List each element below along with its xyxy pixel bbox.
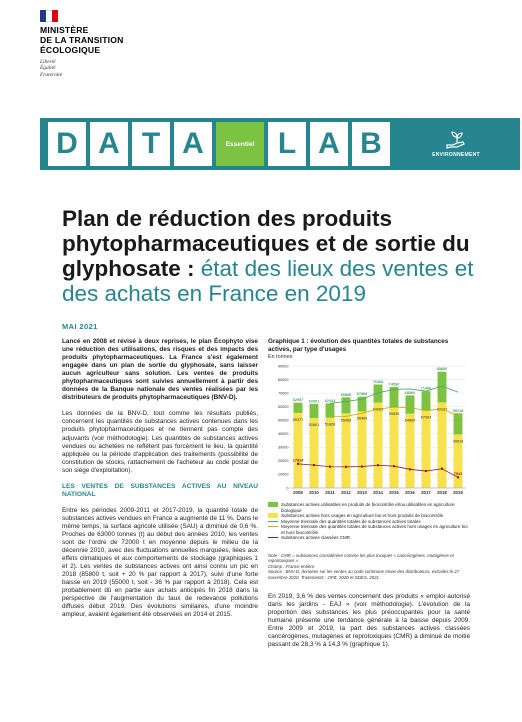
bar-hors-2017 <box>422 411 431 488</box>
total-label-2014: 76368 <box>372 380 384 385</box>
bar-biocontrole-2014 <box>374 385 383 403</box>
total-label-2017: 71400 <box>420 386 432 391</box>
x-tick-label-2009: 2009 <box>293 490 303 496</box>
hors-label-2009: 55377 <box>292 418 304 423</box>
y-tick-label: 80000 <box>277 378 289 383</box>
paragraph-bnvd: Les données de la BNV-D, tout comme les résultats publiés, concernent les quantités de substances actives contenues dans les produits phytopharmaceutiques et ne tiennent pas compte des adjuvants (voir méthodologie). Les quantités de substances actives vendues ou achetées ne reflètent pas forcément le lieu, la quantité appliquée ou la période d'application des traitements (possibilité de constitution de stocks, rattachement de l'acheteur au code postal de son siège d'exploitation). <box>62 410 258 474</box>
y-tick-label: 40000 <box>277 432 289 437</box>
bar-hors-2018 <box>438 403 447 489</box>
banner-letter-a: A <box>90 122 128 166</box>
environnement-section <box>392 118 520 170</box>
bar-hors-2011 <box>326 418 335 488</box>
total-label-2012: 66868 <box>340 393 352 398</box>
line-cmr-point <box>361 466 363 468</box>
hors-label-2015: 59630 <box>388 412 400 417</box>
ministry-name-line2: DE LA TRANSITION <box>40 35 124 45</box>
x-tick-label-2016: 2016 <box>405 490 415 496</box>
legend-label-cmr: Substances actives classées CMR <box>281 535 351 541</box>
publication-date: MAI 2021 <box>62 322 98 331</box>
title-light: état des lieux des ventes et des achats en France en 2019 <box>62 256 474 306</box>
bar-biocontrole-2010 <box>310 404 319 418</box>
line-cmr-point <box>457 476 459 478</box>
ministry-name-line1: MINISTÈRE <box>40 25 89 35</box>
bar-hors-2009 <box>294 413 303 488</box>
ministry-name-line3: ÉCOLOGIQUE <box>40 45 101 55</box>
line-cmr-point <box>345 466 347 468</box>
motto-liberte: Liberté <box>40 59 56 65</box>
total-label-2010: 62001 <box>308 399 320 404</box>
bar-biocontrole-2016 <box>406 396 415 414</box>
x-tick-label-2013: 2013 <box>357 490 367 496</box>
total-label-2009: 62957 <box>292 398 304 403</box>
french-flag-icon <box>40 10 58 22</box>
legend-label-avg-total: Moyenne triennale des quantités totales de substances actives totales <box>281 518 421 524</box>
left-column <box>62 338 258 627</box>
y-tick-label: 70000 <box>277 391 289 396</box>
title-bold: Plan de réduction des produits phytopharmaceutiques et de sortie du glyphosate : <box>62 206 470 281</box>
hors-label-2014: 63069 <box>372 407 384 412</box>
banner-letter-l: L <box>268 122 306 166</box>
chart-legend <box>268 502 470 541</box>
total-label-2011: 62434 <box>324 399 336 404</box>
banner-letter-t: T <box>132 122 170 166</box>
hors-label-2012: 55068 <box>340 418 352 423</box>
bar-hors-2013 <box>358 412 367 489</box>
sales-chart <box>268 362 470 500</box>
bar-biocontrole-2017 <box>422 391 431 411</box>
hors-label-2013: 56469 <box>356 416 368 421</box>
legend-item-biocontrole <box>268 502 470 513</box>
note-cmr: Note : CMR = substances considérées comme les plus toxiques « cancérogènes, mutagènes et reprotoxiques ». <box>268 552 454 564</box>
essentiel-tag: Essentiel <box>216 122 264 166</box>
line-cmr-point <box>425 470 427 472</box>
banner-letter-a3: A <box>310 122 348 166</box>
total-label-2019: 55118 <box>452 408 464 413</box>
environnement-label: ENVIRONNEMENT <box>432 152 480 158</box>
line-cmr-point <box>377 464 379 466</box>
total-label-2015: 74530 <box>388 382 400 387</box>
page-title <box>62 206 502 306</box>
banner-letter-b: B <box>352 122 390 166</box>
bar-hors-2012 <box>342 414 351 489</box>
bar-hors-2016 <box>406 414 415 488</box>
hors-label-2016: 54860 <box>404 418 416 423</box>
lead-paragraph: Lancé en 2008 et révisé à deux reprises, le plan Écophyto vise une réduction des utilisations, des risques et des impacts des produits phytopharmaceutiques. La France s'est également engagée dans un plan de sortie du glyphosate, sans laisser aucun agriculteur sans solution. Les ventes de produits phytopharmaceutiques sont suivies annuellement à partir des données de la Banque nationale des ventes réalisées par les distributeurs de produits phytopharmaceutiques (BNV-D). <box>62 338 258 402</box>
note-champ: Champ : France entière. <box>268 563 316 569</box>
x-tick-label-2011: 2011 <box>325 490 335 496</box>
y-tick-label: 50000 <box>277 418 289 423</box>
total-label-2013: 67369 <box>356 392 368 397</box>
y-tick-label: 20000 <box>277 459 289 464</box>
x-tick-label-2017: 2017 <box>421 490 431 496</box>
y-tick-label: 0 <box>286 486 289 491</box>
chart-notes <box>268 553 470 581</box>
datalab-banner <box>40 118 520 170</box>
x-tick-label-2019: 2019 <box>453 490 463 496</box>
hors-label-2018: 63137 <box>436 407 448 412</box>
hors-label-2019: 39518 <box>452 439 464 444</box>
hors-label-2011: 51828 <box>324 422 336 427</box>
hand-plant-icon <box>445 130 467 150</box>
line-cmr-point <box>329 466 331 468</box>
bar-biocontrole-2019 <box>454 413 463 434</box>
bar-biocontrole-2012 <box>342 398 351 414</box>
y-tick-label: 10000 <box>277 472 289 477</box>
graph-unit: En tonnes <box>268 354 293 361</box>
banner-letter-a2: A <box>174 122 212 166</box>
x-tick-label-2014: 2014 <box>373 490 383 496</box>
hors-label-2010: 51601 <box>308 423 320 428</box>
ministry-logo <box>40 10 200 78</box>
motto-fraternite: Fraternité <box>40 71 63 78</box>
line-cmr-point <box>441 468 443 470</box>
legend-item-avg-hors <box>268 524 470 535</box>
right-column <box>268 338 470 649</box>
paragraph-national-sales: Entre les périodes 2009-2011 et 2017-2019, la quantité totale de substances actives vendues en France a augmenté de 11 %. Dans le même temps, la surface agricole utilisée (SAU) a diminué de 0,6 %. Proches de 63000 tonnes (t) au début des années 2010, les ventes sont de l'ordre de 72000 t en moyenne depuis le milieu de la décennie 2010, avec des fluctuations annuelles marquées, liées aux effets climatiques et aux comportements de stockage (graphiques 1 et 2). Les ventes de substances actives ont ainsi connu un pic en 2018 (85800 t, soit + 20 % par rapport à 2017), suivi d'une forte baisse en 2019 (55000 t, soit - 36 % par rapport à 2018). Cela est probablement dû en partie aux achats anticipés fin 2018 dans la perspective de l'augmentation du taux de redevance pollutions diffuses début 2019. Des évolutions similaires, d'une moindre ampleur, avaient également été observées en 2014 et 2015. <box>62 506 258 619</box>
total-label-2018: 85800 <box>436 367 448 372</box>
total-label-2016: 68360 <box>404 391 416 396</box>
line-cmr-point <box>313 464 315 466</box>
bar-hors-2010 <box>310 418 319 488</box>
motto-egalite: Égalité <box>40 65 56 72</box>
x-tick-label-2010: 2010 <box>309 490 319 496</box>
legend-label-avg-hors: Moyenne triennale des quantités totales de substances actives hors usages en agriculture bio et hors biocontrôle <box>281 524 468 535</box>
x-tick-label-2018: 2018 <box>437 490 447 496</box>
cmr-label-2009: 17814 <box>292 458 304 463</box>
paragraph-cmr-share: En 2019, 3,6 % des ventes concernent des produits « emploi autorisé dans les jardins - EAJ » (voir méthodologie). L'évolution de la proportion des substances les plus préoccupantes pour la santé humaine présente une tendance générale à la baisse depuis 2009. Entre 2009 et 2019, la part des substances actives classées cancérogènes, mutagènes et reprotoxiques (CMR) a diminué de moitié passant de 28,3 % à 14,3 % (graphique 1). <box>268 592 470 648</box>
bar-hors-2014 <box>374 403 383 488</box>
banner-letter-d: D <box>48 122 86 166</box>
x-tick-label-2015: 2015 <box>389 490 399 496</box>
legend-item-cmr <box>268 535 470 541</box>
bar-biocontrole-2011 <box>326 404 335 418</box>
x-tick-label-2012: 2012 <box>341 490 351 496</box>
hors-label-2017: 57003 <box>420 415 432 420</box>
legend-label-biocontrole: Substances actives utilisables en produits de biocontrôle et/ou utilisables en agriculture biologique <box>281 502 455 513</box>
bar-biocontrole-2009 <box>294 403 303 413</box>
line-cmr-point <box>393 465 395 467</box>
section-heading: LES VENTES DE SUBSTANCES ACTIVES AU NIVEAU NATIONAL <box>62 482 258 498</box>
graph-title: Graphique 1 : évolution des quantités totales de substances actives, par type d'usages <box>268 338 449 353</box>
note-source: Source : BNV-D, données sur les ventes au code commune Insee des distributeurs, extraites le 27 novembre 2020. Traitements : OFB, 2020 et SDES, 2021 <box>268 569 460 581</box>
legend-label-hors: Substances actives hors usages en agriculture bio et hors produits de biocontrôle <box>281 513 444 519</box>
y-tick-label: 30000 <box>277 445 289 450</box>
bar-hors-2015 <box>390 407 399 488</box>
line-cmr-point <box>409 468 411 470</box>
cmr-label-2019: 7912 <box>453 471 463 476</box>
y-tick-label: 90000 <box>277 364 289 369</box>
y-tick-label: 60000 <box>277 405 289 410</box>
line-cmr-point <box>297 463 299 465</box>
